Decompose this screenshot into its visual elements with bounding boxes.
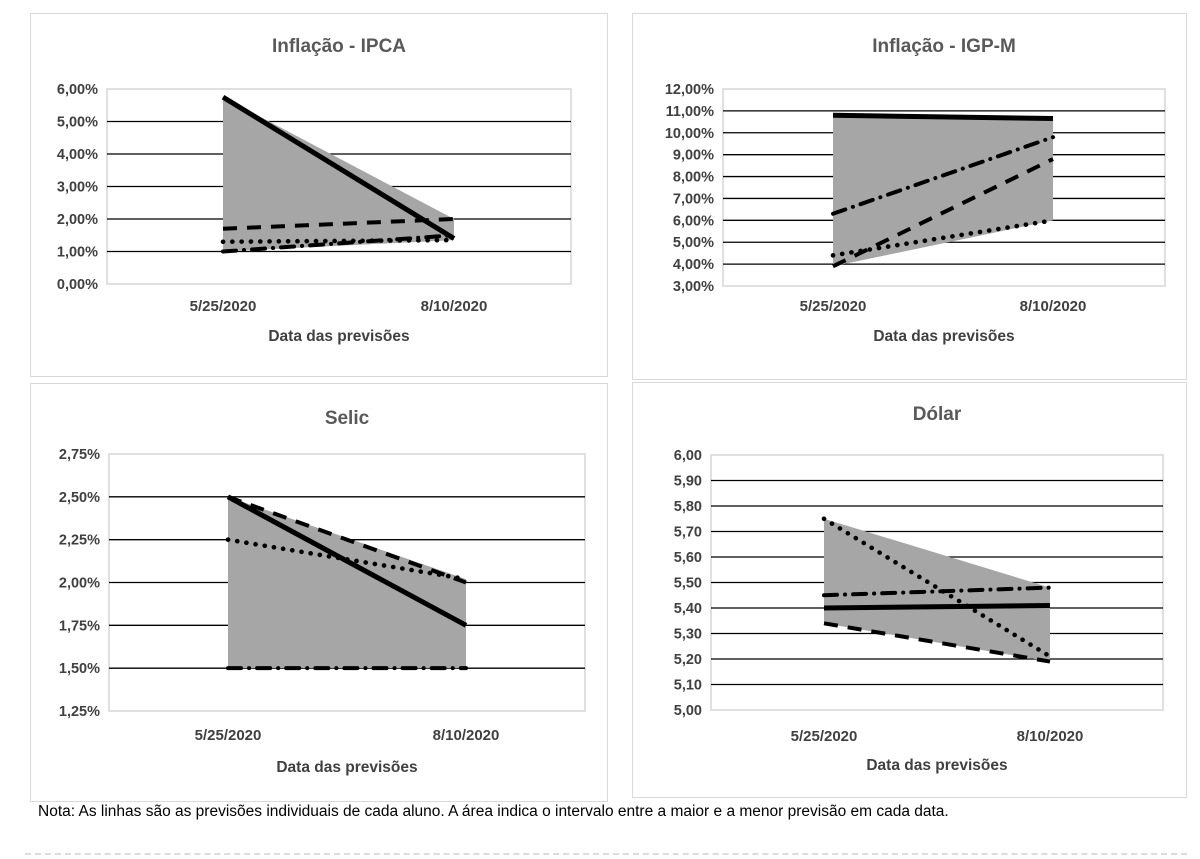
bottom-dashed-rule [25,853,1187,855]
y-tick-label: 5,20 [673,652,702,668]
category-label: 5/25/2020 [194,727,262,744]
y-tick-label: 5,90 [673,473,702,490]
y-tick-label: 9,00% [672,147,714,164]
y-tick-label: 2,75% [58,447,100,463]
x-axis-title: Data das previsões [866,757,1008,774]
chart-selic-canvas [31,384,607,801]
category-label: 8/10/2020 [1019,298,1087,315]
y-tick-label: 7,00% [672,191,714,208]
chart-dolar [632,382,1187,798]
note-text: Nota: As linhas são as previsões individuais de cada aluno. A área indica o intervalo entre a maior e a menor previsão em cada data. [38,803,949,820]
y-tick-label: 3,00% [56,179,98,196]
category-label: 5/25/2020 [799,298,867,315]
band-area [228,497,466,668]
band-area [833,115,1053,266]
y-tick-label: 8,00% [672,169,714,186]
band-area [824,519,1050,662]
y-tick-label: 2,00% [58,575,100,592]
y-tick-label: 1,50% [58,661,100,678]
y-tick-label: 4,00% [672,257,714,274]
y-tick-label: 3,00% [672,279,714,295]
category-label: 8/10/2020 [1016,728,1084,745]
category-label: 8/10/2020 [420,298,488,315]
y-tick-label: 6,00% [672,213,714,230]
chart-selic [30,383,608,802]
y-tick-label: 5,70 [673,524,702,541]
y-tick-label: 12,00% [664,82,714,98]
x-axis-title: Data das previsões [873,328,1015,345]
y-tick-label: 5,30 [673,626,702,643]
chart-igpm [632,13,1187,380]
x-axis-title: Data das previsões [276,759,418,776]
y-tick-label: 5,00% [672,235,714,252]
category-label: 5/25/2020 [790,728,858,745]
y-tick-label: 0,00% [56,277,98,293]
y-tick-label: 4,00% [56,147,98,163]
category-label: 8/10/2020 [432,727,500,744]
chart-title: Inflação - IPCA [271,36,407,57]
y-tick-label: 5,00% [56,114,98,131]
series-line-solid [824,605,1050,608]
y-tick-label: 1,25% [58,704,100,720]
category-label: 5/25/2020 [189,298,257,315]
chart-title: Selic [324,408,370,429]
y-tick-label: 2,00% [56,212,98,228]
y-tick-label: 1,00% [56,244,98,261]
y-tick-label: 5,10 [673,677,702,694]
y-tick-label: 5,00 [673,703,702,719]
y-tick-label: 5,80 [673,499,702,515]
y-tick-label: 6,00% [56,82,98,98]
chart-ipca [30,13,608,377]
chart-title: Dólar [912,404,962,425]
y-tick-label: 5,40 [673,601,702,617]
chart-igpm-canvas [633,14,1186,379]
y-tick-label: 6,00 [673,448,702,464]
y-tick-label: 11,00% [665,103,714,120]
y-tick-label: 5,60 [673,550,702,566]
y-tick-label: 2,50% [58,489,100,506]
x-axis-title: Data das previsões [268,328,410,345]
y-tick-label: 5,50 [673,575,702,592]
y-tick-label: 10,00% [664,125,714,142]
chart-ipca-canvas [31,14,607,376]
chart-dolar-canvas [633,383,1186,797]
y-tick-label: 1,75% [58,618,100,635]
chart-title: Inflação - IGP-M [872,36,1016,57]
y-tick-label: 2,25% [58,532,100,549]
series-line-solid [833,115,1053,118]
